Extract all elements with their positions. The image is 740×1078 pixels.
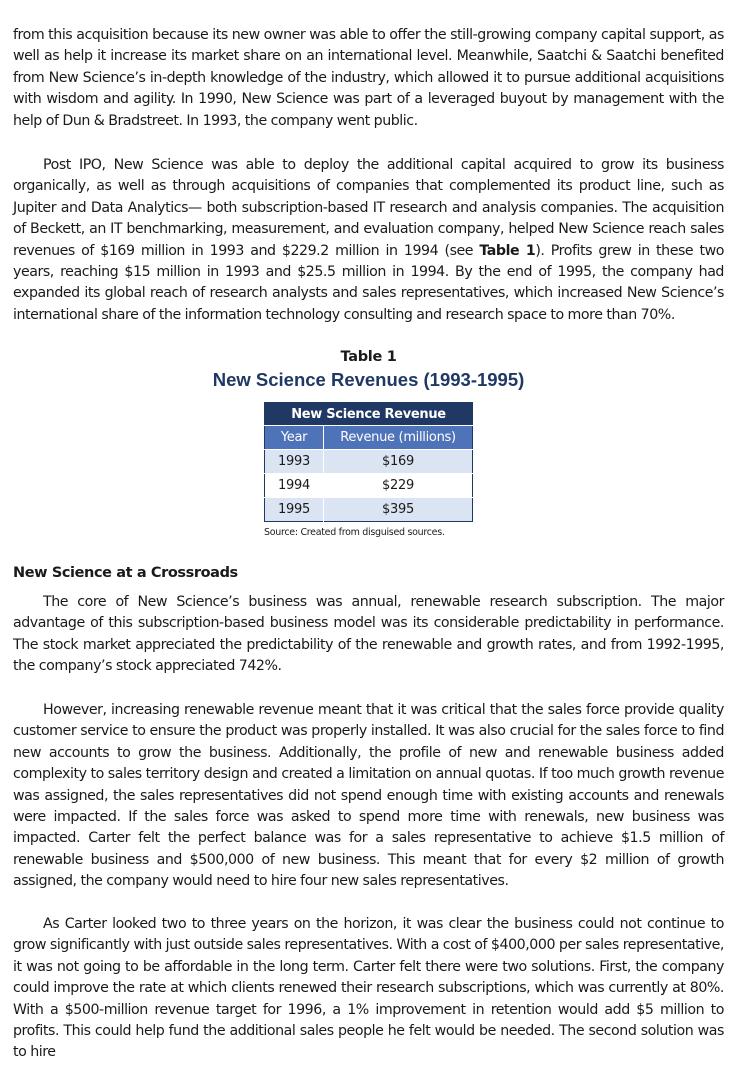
table-source-note: Source: Created from disguised sources. xyxy=(264,527,445,538)
table-cell-year: 1993 xyxy=(265,450,324,474)
table-caption: New Science Revenue xyxy=(265,403,473,426)
table-row xyxy=(265,450,473,474)
paragraph-sales-force: However, increasing renewable revenue meant that it was critical that the sales force provide quality customer service to ensure the product was properly installed. It was also crucial for the sales force to find new accounts to grow the business. Additionally, the profile of new and renewable business added complexity to sales territory design and created a limitation on annual quotas. If too much growth revenue was assigned, the sales representatives did not spend enough time with existing accounts and renewals were impacted. If the sales force was asked to spend more time with renewals, new business was impacted. Carter felt the perfect balance was for a sales representative to achieve $1.5 million of renewable business and $500,000 of new business. This meant that for every $2 million of growth assigned, the company would need to hire four new sales representatives. xyxy=(13,702,724,890)
paragraph-post-ipo xyxy=(13,155,724,326)
table-cell-year: 1995 xyxy=(265,498,324,522)
table-cell-year: 1994 xyxy=(265,474,324,498)
table-cell-revenue: $395 xyxy=(324,498,473,522)
table-row xyxy=(265,474,473,498)
paragraph-post-ipo-text-1: Post IPO, New Science was able to deploy the additional capital acquired to grow its business organically, as well as through acquisitions of companies that complemented its product line, such as Jupiter and Data Analytics— both subscription-based IT research and analysis companies. The acquisition of Beckett, an IT benchmarking, measurement, and evaluation company, helped New Science reach sales revenues of $169 million in 1993 and $229.2 million in 1994 (see xyxy=(13,157,724,259)
revenue-table-block xyxy=(13,347,724,538)
table-cell-revenue: $169 xyxy=(324,450,473,474)
table-title: New Science Revenues (1993-1995) xyxy=(212,369,525,390)
revenue-table xyxy=(264,402,473,522)
table-header-row xyxy=(265,426,473,450)
table-reference: Table 1 xyxy=(479,242,536,259)
table-caption-row xyxy=(265,403,473,426)
paragraph-business-model: The core of New Science’s business was annual, renewable research subscription. The major advantage of this subscription-based business model was its considerable predictability in performance. The stock market appreciated the predictability of the renewable and growth rates, and from 1992-1995, the company’s stock appreciated 742%. xyxy=(13,594,724,675)
paragraph-post-ipo-text-2: ). Profits grew in these two years, reaching $15 million in 1993 and $25.5 million in 1994. By the end of 1995, the company had expanded its global reach of research analysts and sales representatives, which increased New Science’s international share of the information technology consulting and research space to more than 70%. xyxy=(13,242,724,323)
table-cell-revenue: $229 xyxy=(324,474,473,498)
paragraph-future-outlook: As Carter looked two to three years on the horizon, it was clear the business could not continue to grow significantly with just outside sales representatives. With a cost of $400,000 per sales representative, it was not going to be affordable in the long term. Carter felt there were two solutions. First, the company could improve the rate at which clients renewed their research subscriptions, which was currently at 80%. With a $500-million revenue target for 1996, a 1% improvement in retention would add $5 million to profits. This could help fund the additional sales people he felt would be needed. The second solution was to hire xyxy=(13,916,724,1061)
section-heading: New Science at a Crossroads xyxy=(13,565,238,581)
column-header-year: Year xyxy=(265,426,324,450)
table-label: Table 1 xyxy=(340,349,397,365)
paragraph-acquisition-history: from this acquisition because its new owner was able to offer the still-growing company capital support, as well as help it increase its market share on an international level. Meanwhile, Saatchi & Saatchi benefited from New Science’s in-depth knowledge of the industry, which allowed it to pursue additional acquisitions with wisdom and agility. In 1990, New Science was part of a leveraged buyout by management with the help of Dun & Bradstreet. In 1993, the company went public. xyxy=(13,27,724,129)
column-header-revenue: Revenue (millions) xyxy=(324,426,473,450)
table-row xyxy=(265,498,473,522)
